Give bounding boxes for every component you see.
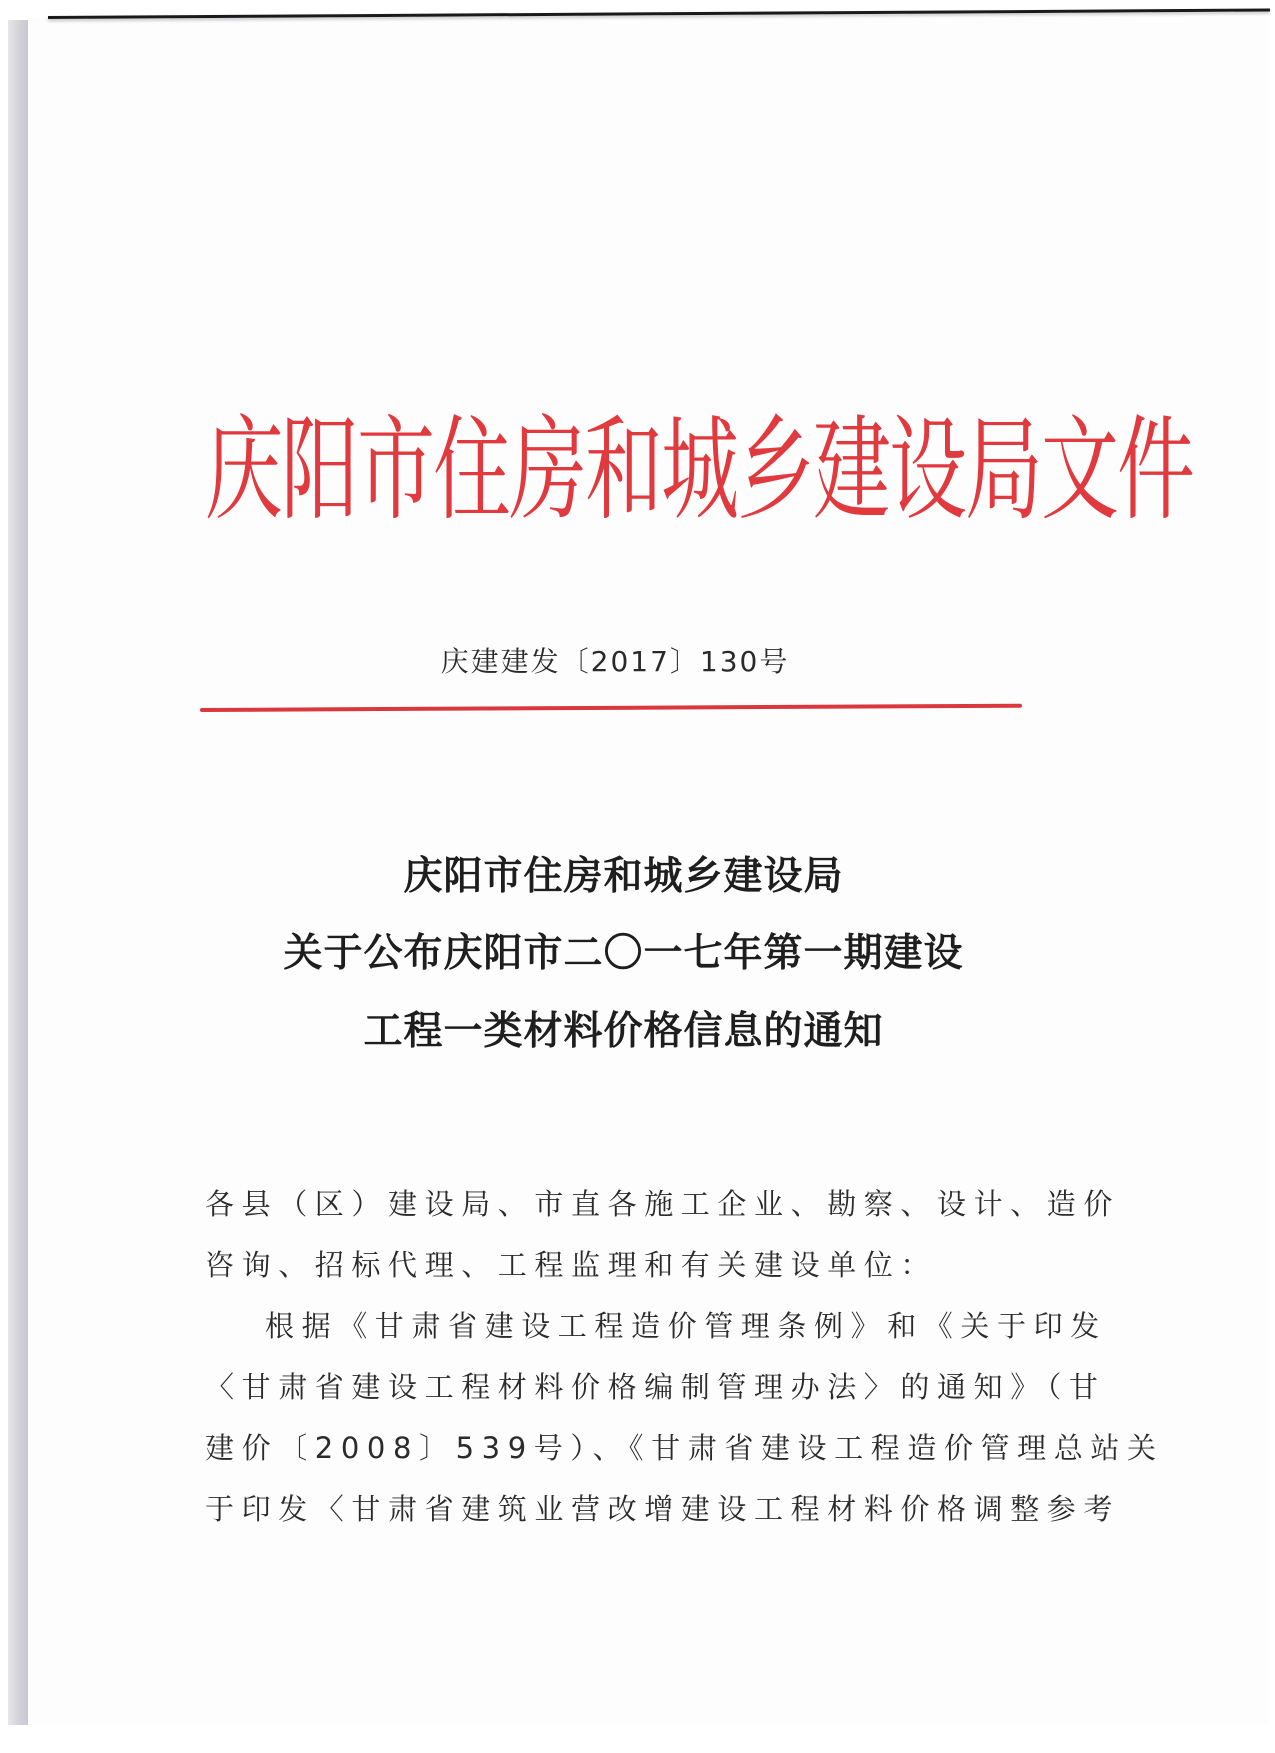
body-paragraph-line-4: 于印发〈甘肃省建筑业营改增建设工程材料价格调整参考 [205,1492,1121,1526]
body-paragraph-line-2: 〈甘肃省建设工程材料价格编制管理办法〉的通知》（甘 [205,1370,1106,1404]
title-line-3: 工程一类材料价格信息的通知 [363,1008,884,1054]
title-line-1: 庆阳市住房和城乡建设局 [403,853,844,899]
body-paragraph-line-3: 建价〔2008〕539号）、《甘肃省建设工程造价管理总站关 [205,1431,1164,1465]
salutation-line-2: 咨询、招标代理、工程监理和有关建设单位： [205,1248,938,1282]
salutation-line-1: 各县（区）建设局、市直各施工企业、勘察、设计、造价 [205,1187,1121,1221]
title-line-2: 关于公布庆阳市二〇一七年第一期建设 [283,930,964,976]
document-number: 庆建建发〔2017〕130号 [440,645,790,678]
issuer-header: 庆阳市住房和城乡建设局文件 [205,406,1194,537]
body-paragraph-line-1: 根据《甘肃省建设工程造价管理条例》和《关于印发 [265,1309,1107,1343]
